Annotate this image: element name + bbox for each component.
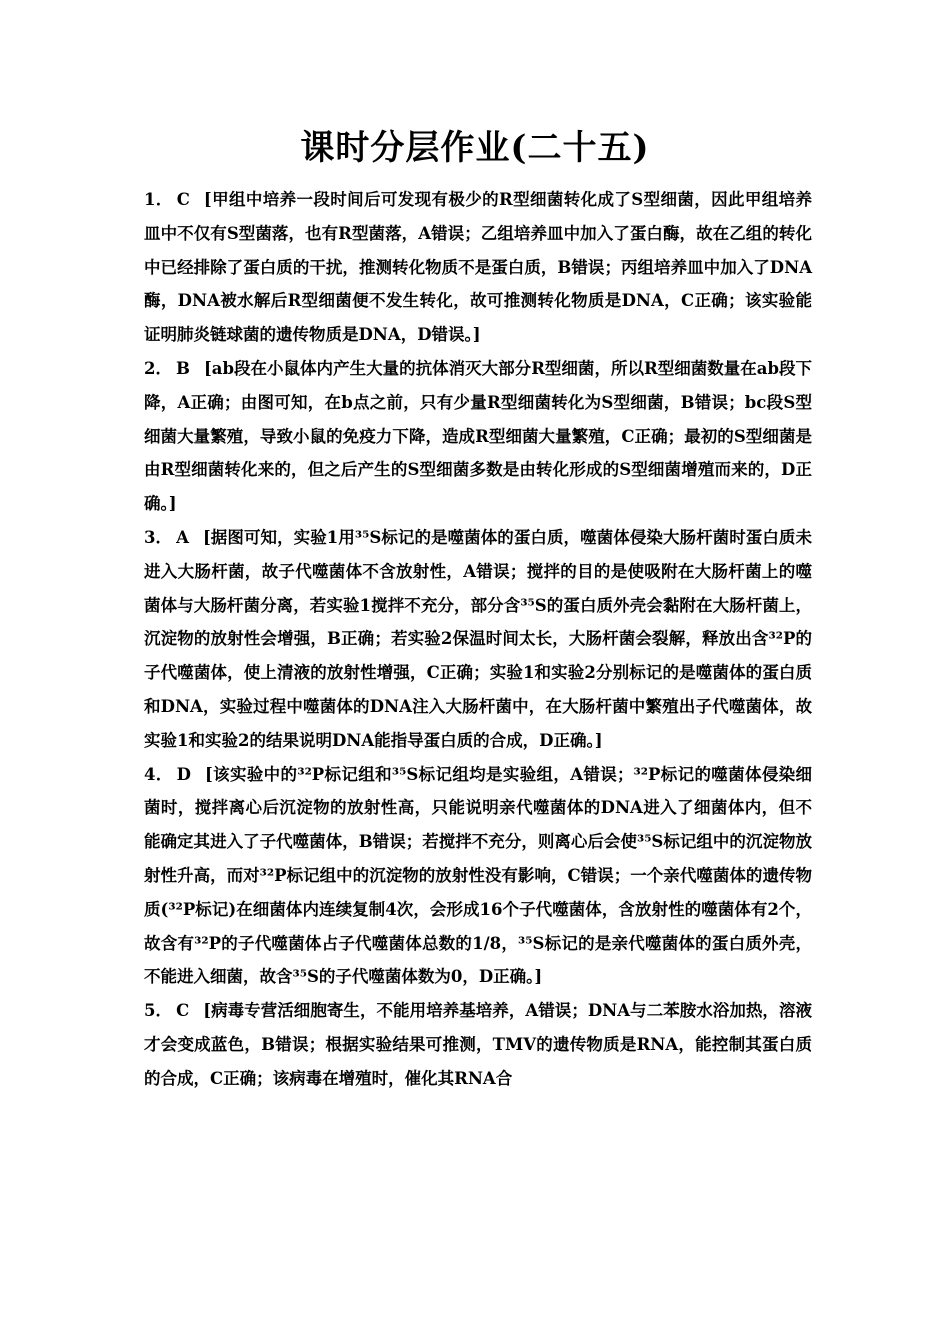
item-number: 5． xyxy=(144,1001,173,1021)
item-explanation: [该实验中的³²P标记组和³⁵S标记组均是实验组，A错误；³²P标记的噬菌体侵染细菌时，搅拌离心后沉淀物的放射性高，只能说明亲代噬菌体的DNA进入了细菌体内，但不能确定其进入了子代噬菌体，B错误；若搅拌不充分，则离心后会使³⁵S标记组中的沉淀物放射性升高，而对³²P标记组中的沉淀物的放射性没有影响，C错误；一个亲代噬菌体的遗传物质(³²P标记)在细菌体内连续复制4次，会形成16个子代噬菌体，含放射性的噬菌体有2个，故含有³²P的子代噬菌体占子代噬菌体总数的1/8，³⁵S标记的是亲代噬菌体的蛋白质外壳，不能进入细菌，故含³⁵S的子代噬菌体数为0，D正确。] xyxy=(144,764,812,987)
item-number: 3． xyxy=(144,527,173,547)
answer-item-2 xyxy=(144,352,812,521)
answer-item-3 xyxy=(144,521,812,758)
item-answer: D xyxy=(176,764,191,784)
item-explanation: [病毒专营活细胞寄生，不能用培养基培养，A错误；DNA与二苯胺水浴加热，溶液才会变成蓝色，B错误；根据实验结果可推测，TMV的遗传物质是RNA，能控制其蛋白质的合成，C正确；该病毒在增殖时，催化其RNA合 xyxy=(144,1001,812,1088)
item-number: 4． xyxy=(144,764,173,784)
item-explanation: [据图可知，实验1用³⁵S标记的是噬菌体的蛋白质，噬菌体侵染大肠杆菌时蛋白质未进入大肠杆菌，故子代噬菌体不含放射性，A错误；搅拌的目的是使吸附在大肠杆菌上的噬菌体与大肠杆菌分离，若实验1搅拌不充分，部分含³⁵S的蛋白质外壳会黏附在大肠杆菌上，沉淀物的放射性会增强，B正确；若实验2保温时间太长，大肠杆菌会裂解，释放出含³²P的子代噬菌体，使上清液的放射性增强，C正确；实验1和实验2分别标记的是噬菌体的蛋白质和DNA，实验过程中噬菌体的DNA注入大肠杆菌中，在大肠杆菌中繁殖出子代噬菌体，故实验1和实验2的结果说明DNA能指导蛋白质的合成，D正确。] xyxy=(144,527,812,750)
answer-item-1 xyxy=(144,183,812,352)
item-answer: A xyxy=(176,527,189,547)
item-answer: B xyxy=(176,358,190,378)
item-explanation: [ab段在小鼠体内产生大量的抗体消灭大部分R型细菌，所以R型细菌数量在ab段下降，A正确；由图可知，在b点之前，只有少量R型细菌转化为S型细菌，B错误；bc段S型细菌大量繁殖，导致小鼠的免疫力下降，造成R型细菌大量繁殖，C正确；最初的S型细菌是由R型细菌转化来的，但之后产生的S型细菌多数是由转化形成的S型细菌增殖而来的，D正确。] xyxy=(144,358,812,514)
item-answer: C xyxy=(176,190,190,209)
answer-item-5 xyxy=(144,994,812,1095)
item-number: 1． xyxy=(144,190,173,209)
answer-item-4 xyxy=(144,758,812,995)
item-answer: C xyxy=(176,1001,190,1021)
answer-list xyxy=(144,183,812,1096)
item-explanation: [甲组中培养一段时间后可发现有极少的R型细菌转化成了S型细菌，因此甲组培养皿中不仅有S型菌落，也有R型菌落，A错误；乙组培养皿中加入了蛋白酶，故在乙组的转化中已经排除了蛋白质的干扰，推测转化物质不是蛋白质，B错误；丙组培养皿中加入了DNA酶，DNA被水解后R型细菌便不发生转化，故可推测转化物质是DNA，C正确；该实验能证明肺炎链球菌的遗传物质是DNA，D错误。] xyxy=(144,190,813,345)
page-title: 课时分层作业(二十五) xyxy=(300,128,650,168)
item-number: 2． xyxy=(144,358,173,378)
